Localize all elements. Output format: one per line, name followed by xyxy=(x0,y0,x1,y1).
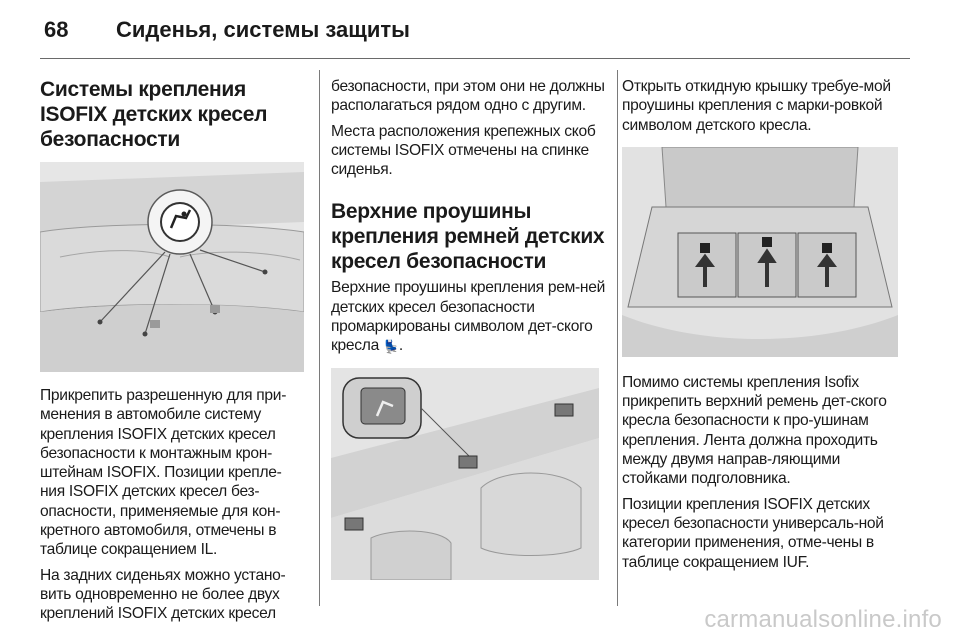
rear-seat-isofix-image xyxy=(40,162,304,372)
watermark: carmanualsonline.info xyxy=(704,606,942,633)
page-title: Сиденья, системы защиты xyxy=(116,17,410,42)
column-divider xyxy=(319,70,320,606)
section-heading-isofix: Системы крепления ISOFIX детских кресел безопасности xyxy=(40,78,268,151)
top-tether-end: . xyxy=(398,337,403,355)
child-seat-symbol-icon: 💺 xyxy=(382,338,399,354)
section-heading-top-tether: Верхние проушины крепления ремней детских кресел безопасности xyxy=(331,200,605,274)
top-tether-route-paragraph: Помимо системы крепления Isofix прикрепить верхний ремень дет-ского кресла безопасности к про-ушинам крепления. Лента должна проходить между двумя направ-ляющими стойками подголовника. xyxy=(622,373,887,488)
column-3 xyxy=(622,77,904,572)
top-tether-paragraph xyxy=(331,278,605,355)
isofix-paragraph-3: безопасности, при этом они не должны располагаться рядом одно с другим. xyxy=(331,78,605,115)
isofix-paragraph-4: Места расположения крепежных скоб системы ISOFIX отмечены на спинке сиденья. xyxy=(331,122,596,179)
isofix-paragraph-1: Прикрепить разрешенную для при-менения в автомобиле систему крепления ISOFIX детских кресел безопасности к монтажным крон-штейнам ISOFIX. Позиции крепле-ния ISOFIX детских кресел без-опасности, применяемые для кон-кретного автомобиля, отмечены в таблице сокращением IL. xyxy=(40,387,287,559)
column-2 xyxy=(331,77,605,580)
top-tether-text: Верхние проушины крепления рем-ней детских кресел безопасности промаркированы символом дет-ского кресла xyxy=(331,279,606,355)
isofix-paragraph-2: На задних сиденьях можно устано-вить одновременно не более двух креплений ISOFIX детских кресел xyxy=(40,566,286,623)
trunk-anchors-illustration xyxy=(622,147,898,357)
iuf-paragraph: Позиции крепления ISOFIX детских кресел безопасности универсаль-ной категории применения, отме-чены в таблице сокращением IUF. xyxy=(622,495,884,571)
column-divider xyxy=(617,70,618,606)
tether-open-cover-paragraph: Открыть откидную крышку требуе-мой проушины крепления с марки-ровкой символом детского кресла. xyxy=(622,78,891,134)
header-rule xyxy=(40,58,910,59)
page-number: 68 xyxy=(44,17,69,42)
isofix-seat-illustration xyxy=(40,162,304,372)
rear-shelf-anchor-image xyxy=(331,368,599,580)
trunk-anchors-image xyxy=(622,147,898,357)
column-1 xyxy=(40,77,306,624)
top-tether-illustration xyxy=(331,368,599,580)
